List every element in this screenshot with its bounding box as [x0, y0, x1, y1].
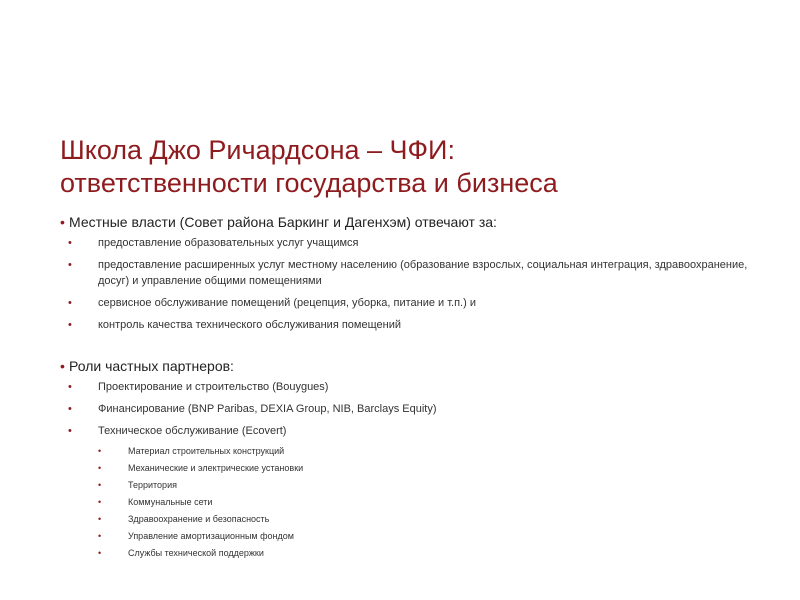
- sub-list-item-text: Территория: [128, 480, 177, 490]
- section-local-authorities: [60, 213, 750, 339]
- title-line-2: ответственности государства и бизнеса: [60, 168, 558, 198]
- sub-list-item: [60, 530, 750, 542]
- list-item: [60, 423, 750, 439]
- bullet-icon: •: [98, 548, 102, 558]
- bullet-icon: •: [68, 319, 72, 331]
- list-item: [60, 317, 750, 333]
- list-item: [60, 295, 750, 311]
- section-heading: [60, 213, 750, 231]
- list-item: [60, 379, 750, 395]
- sub-list-item-text: Службы технической поддержки: [128, 548, 264, 558]
- bullet-icon: •: [98, 531, 102, 541]
- sub-list-item: [60, 547, 750, 559]
- list-item-text: предоставление расширенных услуг местному населению (образование взрослых, социальная интеграция, здравоохранение, досуг) и управление общими помещениями: [98, 259, 748, 287]
- list-item-text: Техническое обслуживание (Ecovert): [98, 425, 287, 437]
- bullet-icon: •: [68, 425, 72, 437]
- sub-list-item: [60, 445, 750, 457]
- bullet-icon: •: [68, 381, 72, 393]
- bullet-icon: •: [68, 259, 72, 271]
- list-item: [60, 401, 750, 417]
- list-item-text: Финансирование (BNP Paribas, DEXIA Group, NIB, Barclays Equity): [98, 403, 437, 415]
- title-line-1: Школа Джо Ричардсона – ЧФИ:: [60, 135, 455, 165]
- section-private-partners: [60, 357, 750, 564]
- sub-list-item-text: Здравоохранение и безопасность: [128, 514, 270, 524]
- section-heading-text: Местные власти (Совет района Баркинг и Дагенхэм) отвечают за:: [69, 214, 497, 230]
- sub-list-item: [60, 479, 750, 491]
- section-heading-text: Роли частных партнеров:: [69, 358, 234, 374]
- sub-list-item-text: Материал строительных конструкций: [128, 446, 285, 456]
- bullet-icon: •: [98, 497, 102, 507]
- sub-list-item: [60, 496, 750, 508]
- sub-list-item: [60, 513, 750, 525]
- list-item-text: сервисное обслуживание помещений (рецепция, уборка, питание и т.п.) и: [98, 297, 476, 309]
- bullet-icon: •: [60, 358, 65, 374]
- sub-list-item: [60, 462, 750, 474]
- list-item: [60, 257, 750, 289]
- bullet-icon: •: [68, 297, 72, 309]
- sub-list-item-text: Управление амортизационным фондом: [128, 531, 294, 541]
- list-item-text: контроль качества технического обслуживания помещений: [98, 319, 402, 331]
- bullet-icon: •: [68, 403, 72, 415]
- list-item-text: Проектирование и строительство (Bouygues): [98, 381, 329, 393]
- sub-list-item-text: Коммунальные сети: [128, 497, 213, 507]
- slide-title: [60, 134, 760, 200]
- bullet-icon: •: [98, 446, 102, 456]
- bullet-icon: •: [60, 214, 65, 230]
- section-heading: [60, 357, 750, 375]
- bullet-icon: •: [98, 463, 102, 473]
- bullet-icon: •: [98, 480, 102, 490]
- bullet-icon: •: [68, 237, 72, 249]
- sub-list-item-text: Механические и электрические установки: [128, 463, 304, 473]
- list-item-text: предоставление образовательных услуг учащимся: [98, 237, 359, 249]
- bullet-icon: •: [98, 514, 102, 524]
- list-item: [60, 235, 750, 251]
